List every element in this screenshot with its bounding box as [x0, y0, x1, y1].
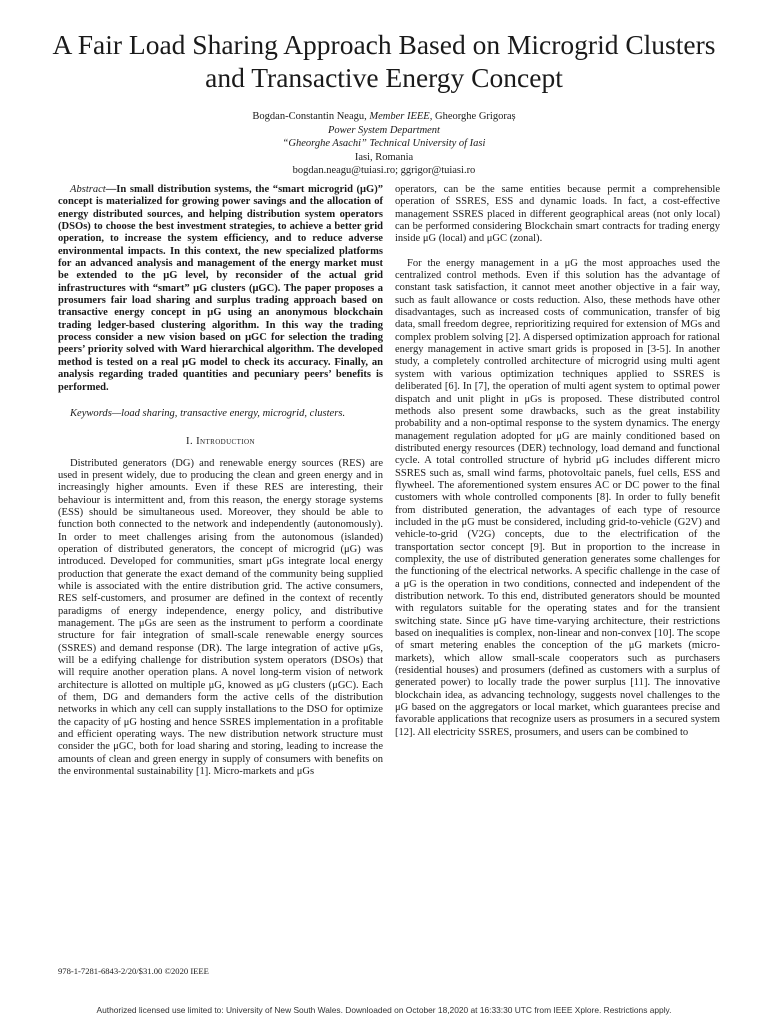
author-name-1: Bogdan-Constantin Neagu, — [252, 111, 370, 122]
author-department: Power System Department — [328, 124, 440, 136]
paper-title: A Fair Load Sharing Approach Based on Microgrid Clusters and Transactive Energy Concept — [52, 29, 716, 93]
right-column — [395, 184, 720, 739]
author-city: Iasi, Romania — [354, 151, 414, 163]
author-membership: Member IEEE, — [369, 111, 433, 122]
author-name-2: Gheorghe Grigoraș — [432, 111, 516, 122]
author-names — [100, 110, 668, 124]
intro-paragraph-right: For the energy management in a μG the most approaches used the centralized control methods. Even if this solution has the advantage of constant task satisfaction, it cannot meet another objective in a fair way, such as fault allowance or costs reduction. Also, these methods have other disadvantages, such as increased costs of communication, transfer of big data, small freedom degree, reprioritizing required for extension of MGs and complex problem solving [2]. A dispersed optimization approach for rational energy management in active smart grids is proposed in [3-5]. In another study, a completely controlled architecture of microgrid using multi agent system with various optimization techniques applied to SSRES is deliberated [6]. In [7], the operation of multi agent system to optimal power dispatch and unit plight in μGs is proposed. These distributed control methods also present some drawbacks, such as the great instability probability and a non-optimal response to the system dynamics. The energy management regulation adopted for μG are mainly conditioned based on distributed energy resources (DER) technology, load demand and functional cycle. A total controlled structure of hybrid μG includes different micro SSRES such as, small wind farms, photovoltaic panels, fuel cells, ESS and flywheel. The aforementioned system ensures AC or DC power to the final customers with whole controlled components [8]. In order to fully benefit from distributed generation, the advantages of each type of resource included in the μG must be considered, including grid-to-vehicle (G2V) and vehicle-to-grid (V2G) concepts, due to the electrification of the transportation sector concept [9]. But in proportion to the increase in complexity, the use of distributed generation generates some challenges for the functioning of the electrical networks. A specific challenge in the case of a μG is the operation in two conditions, connected and independent of the distribution network. To this end, distributed generators should be mounted with regulators suitable for the operating states and for the transient switching state. Since μG have time-varying architecture, their restrictions based on inequalities is complex, non-linear and non-convex [10]. The scope of smart metering enables the conception of the μG markets (micro-markets), which allow small-scale cooperators such as purchasers (residential houses) and prosumers (defined as customers with a surplus of generated power) to locally trade the power surplus [11]. The innovative blockchain idea, as advancing technology, suggests novel challenges to the μG based on the aggregators or local market, which guarantees precise and favorable applications that recognize users as prosumers in a secured system [12]. All electricity SSRES, prosumers, and users can be combined to — [395, 257, 720, 738]
copyright-notice: 978-1-7281-6843-2/20/$31.00 ©2020 IEEE — [58, 966, 209, 976]
license-footer: Authorized licensed use limited to: University of New South Wales. Downloaded on October 18,2020 at 16:33:30 UTC from IEEE Xplore. Restrictions apply. — [96, 1005, 672, 1015]
left-column — [58, 184, 383, 778]
author-emails: bogdan.neagu@tuiasi.ro; ggrigor@tuiasi.ro — [292, 165, 476, 177]
abstract — [58, 184, 383, 394]
intro-paragraph-continued: operators, can be the same entities because permit a comprehensible operation of SSRES, ESS and dynamic loads. In fact, a cost-effective management SSRES placed in different geographical areas (not only local) can be performed considering Blockchain smart contracts for trading energy inside μG (local) and μGC (zonal). — [395, 184, 720, 245]
intro-paragraph-left: Distributed generators (DG) and renewable energy sources (RES) are used in present widely, due to producing the clean and green energy and in increasingly higher amounts. Even if these RES are interesting, their behaviour is intermittent and, from this reason, the energy storage systems (ESS) should be simultaneous used. Moreover, they should be able to function both connected to the network and independently (autonomously). In order to meet challenges arising from the autonomous (islanded) operation of distributed generators, the concept of microgrid (μG) was introduced. Developed for communities, smart μGs integrate local energy production that generate the exact demand of the community being supplied while is associated with the entire distribution grid. The active consumers, RES self-customers, and prosumer are defined in the context of recently paradigms of energy independence, energy policy, and distributive management. The μGs are seen as the instrument to perform a coordinate structure for fair integration of small-scale renewable energy sources (SSRES) and demand response (DR). The large integration of active μGs, will be a edifying challenge for distribution system operators (DSOs) that will require another operation plans. A novel long-term vision of network architecture is allotted on multiple μG, knowed as μG clusters (μGC). Each of them, DG and demanders form the active cells of the distribution networks in which any cell can supply installations to the DSO for optimize the capacity of μG hosting and hence SSRES implementation in a profitable and efficient operating ways. The new distribution network structure must consider the μGC, both for load sharing and storing, leading to increase the amounts of clean and green energy in supply of consumers with benefits on the environmental sustainability [1]. Micro-markets and μGs — [58, 457, 383, 778]
author-block — [100, 110, 668, 178]
section-number: I. — [186, 436, 197, 448]
author-university: “Gheorghe Asachi” Technical University of Iasi — [282, 138, 486, 150]
section-title: Introduction — [196, 436, 255, 448]
abstract-text: —In small distribution systems, the “smart microgrid (μG)” concept is materialized for growing power savings and the allocation of energy distributed sources, and helping distribution system operators (DSOs) to choose the best investment strategies, to achieve a better grid operation, to increase the system efficiency, and to reduce adverse environmental impacts. In this context, the new specialized platforms for an advanced analysis and management of the energy market must be extended to the μG level, by reconsider of the actual grid infrastructures with “smart” μG clusters (μGC). The paper proposes a prosumers fair load sharing and surplus trading approach based on transactive energy concept in μG using an anonymous blockchain trading ledger-based clustering algorithm. In this way the trading process consider a new vision based on μGC for selection the trading peers’ priority solved with Ward hierarchical algorithm. The developed method is tested on a real μG model to check its accuracy. Finally, an analysis regarding traded quantities and pecuniary peers’ benefits is performed. — [58, 184, 383, 393]
keywords: Keywords—load sharing, transactive energy, microgrid, clusters. — [70, 407, 346, 419]
section-heading-introduction — [58, 436, 383, 448]
abstract-label: Abstract — [70, 184, 106, 195]
